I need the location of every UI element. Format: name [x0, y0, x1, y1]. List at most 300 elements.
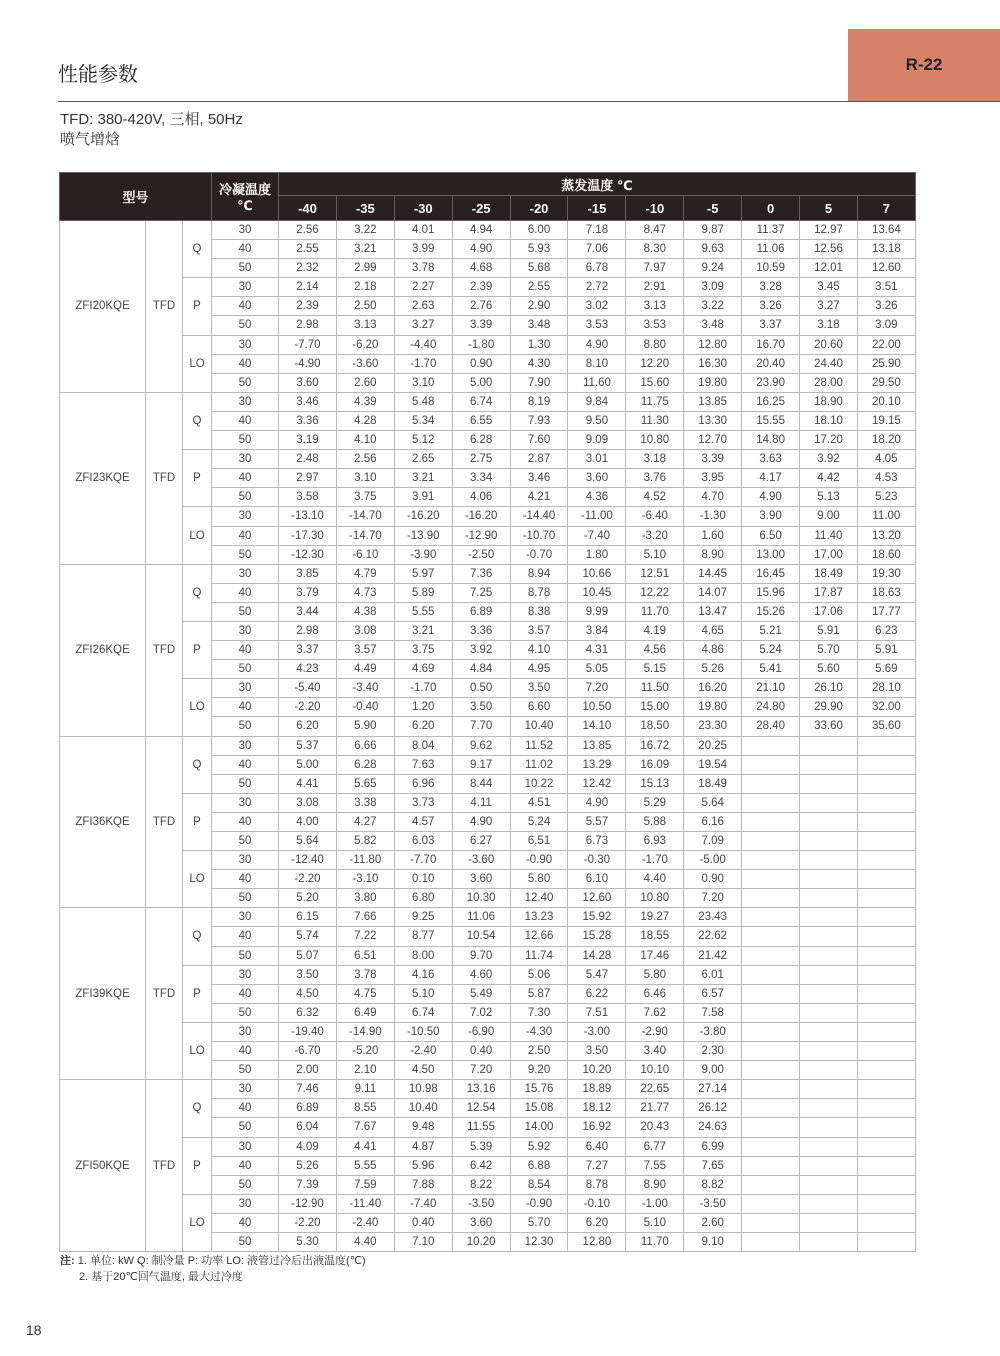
- value-cell: 8.00: [394, 946, 452, 965]
- value-cell: 11.74: [510, 946, 568, 965]
- voltage-code-cell: TFD: [146, 221, 183, 393]
- condensing-temp-cell: 50: [212, 316, 279, 335]
- value-cell: 7.20: [684, 889, 742, 908]
- value-cell: 32.00: [857, 698, 915, 717]
- value-cell: 9.48: [394, 1118, 452, 1137]
- value-cell: 3.80: [336, 889, 394, 908]
- parameter-cell: P: [183, 621, 212, 678]
- value-cell: 20.43: [626, 1118, 684, 1137]
- value-cell: [742, 736, 800, 755]
- condensing-temp-cell: 50: [212, 373, 279, 392]
- value-cell: 4.28: [336, 411, 394, 430]
- table-row: [60, 621, 916, 640]
- value-cell: 2.14: [279, 278, 337, 297]
- value-cell: -5.20: [336, 1042, 394, 1061]
- value-cell: 14.10: [568, 717, 626, 736]
- value-cell: [800, 1213, 858, 1232]
- condensing-temp-unit: ℃: [237, 198, 253, 213]
- title-divider: [58, 101, 1000, 102]
- value-cell: 6.74: [394, 1003, 452, 1022]
- value-cell: -0.90: [510, 1194, 568, 1213]
- value-cell: 12.60: [568, 889, 626, 908]
- value-cell: 3.48: [684, 316, 742, 335]
- value-cell: 13.85: [684, 392, 742, 411]
- parameter-cell: LO: [183, 507, 212, 564]
- value-cell: 4.21: [510, 488, 568, 507]
- value-cell: 5.88: [626, 812, 684, 831]
- value-cell: 18.90: [800, 392, 858, 411]
- value-cell: 2.00: [279, 1061, 337, 1080]
- value-cell: 13.00: [742, 545, 800, 564]
- value-cell: [857, 1156, 915, 1175]
- value-cell: 9.00: [800, 507, 858, 526]
- value-cell: 3.57: [510, 621, 568, 640]
- value-cell: 4.09: [279, 1137, 337, 1156]
- value-cell: 2.50: [510, 1042, 568, 1061]
- value-cell: 4.87: [394, 1137, 452, 1156]
- value-cell: 35.60: [857, 717, 915, 736]
- value-cell: 10.22: [510, 774, 568, 793]
- value-cell: 11.70: [626, 602, 684, 621]
- value-cell: [857, 984, 915, 1003]
- value-cell: [742, 927, 800, 946]
- value-cell: 5.13: [800, 488, 858, 507]
- table-row: [60, 1022, 916, 1041]
- value-cell: -17.30: [279, 526, 337, 545]
- table-row: [60, 450, 916, 469]
- value-cell: [800, 1118, 858, 1137]
- voltage-code-cell: TFD: [146, 564, 183, 736]
- value-cell: -14.70: [336, 507, 394, 526]
- model-cell: ZFI20KQE: [60, 221, 146, 393]
- value-cell: 8.10: [568, 354, 626, 373]
- refrigerant-tag: R-22: [848, 29, 1000, 101]
- condensing-temp-cell: 30: [212, 908, 279, 927]
- value-cell: 12.60: [857, 259, 915, 278]
- page-title: 性能参数: [58, 64, 138, 86]
- value-cell: 7.06: [568, 240, 626, 259]
- value-cell: -3.20: [626, 526, 684, 545]
- value-cell: 10.30: [452, 889, 510, 908]
- value-cell: 4.79: [336, 564, 394, 583]
- value-cell: 8.94: [510, 564, 568, 583]
- value-cell: -6.90: [452, 1022, 510, 1041]
- value-cell: 3.50: [568, 1042, 626, 1061]
- value-cell: 2.39: [279, 297, 337, 316]
- value-cell: 3.22: [336, 221, 394, 240]
- condensing-temp-cell: 40: [212, 411, 279, 430]
- value-cell: 3.21: [336, 240, 394, 259]
- value-cell: 6.46: [626, 984, 684, 1003]
- value-cell: 4.52: [626, 488, 684, 507]
- value-cell: [800, 736, 858, 755]
- value-cell: -0.40: [336, 698, 394, 717]
- condensing-temp-cell: 30: [212, 1137, 279, 1156]
- value-cell: 3.13: [336, 316, 394, 335]
- value-cell: 2.10: [336, 1061, 394, 1080]
- value-cell: [800, 832, 858, 851]
- value-cell: 2.99: [336, 259, 394, 278]
- value-cell: 4.90: [568, 335, 626, 354]
- value-cell: 8.38: [510, 602, 568, 621]
- value-cell: 3.78: [394, 259, 452, 278]
- value-cell: 16.25: [742, 392, 800, 411]
- page-number: 18: [26, 1322, 42, 1338]
- value-cell: 2.87: [510, 450, 568, 469]
- value-cell: 4.19: [626, 621, 684, 640]
- value-cell: 5.69: [857, 660, 915, 679]
- value-cell: 7.09: [684, 832, 742, 851]
- value-cell: [857, 1137, 915, 1156]
- value-cell: 13.29: [568, 755, 626, 774]
- value-cell: 15.26: [742, 602, 800, 621]
- value-cell: 14.28: [568, 946, 626, 965]
- condensing-temp-cell: 40: [212, 526, 279, 545]
- value-cell: 3.99: [394, 240, 452, 259]
- value-cell: 11.06: [742, 240, 800, 259]
- value-cell: 3.21: [394, 621, 452, 640]
- value-cell: 7.70: [452, 717, 510, 736]
- value-cell: -12.90: [452, 526, 510, 545]
- condensing-temp-cell: 30: [212, 679, 279, 698]
- footnotes: [60, 1253, 366, 1285]
- value-cell: 2.55: [510, 278, 568, 297]
- value-cell: 24.80: [742, 698, 800, 717]
- condensing-temp-cell: 50: [212, 832, 279, 851]
- value-cell: 9.62: [452, 736, 510, 755]
- value-cell: 3.26: [857, 297, 915, 316]
- evap-temp-header: 0: [742, 196, 800, 221]
- value-cell: -2.40: [336, 1213, 394, 1232]
- value-cell: [800, 946, 858, 965]
- value-cell: 23.43: [684, 908, 742, 927]
- value-cell: -5.00: [684, 851, 742, 870]
- value-cell: [742, 908, 800, 927]
- value-cell: 6.28: [336, 755, 394, 774]
- value-cell: [800, 755, 858, 774]
- value-cell: -13.10: [279, 507, 337, 526]
- value-cell: -0.30: [568, 851, 626, 870]
- value-cell: 7.67: [336, 1118, 394, 1137]
- value-cell: 7.93: [510, 411, 568, 430]
- value-cell: 8.19: [510, 392, 568, 411]
- value-cell: 9.10: [684, 1232, 742, 1251]
- value-cell: 15.55: [742, 411, 800, 430]
- value-cell: 6.89: [452, 602, 510, 621]
- value-cell: -4.30: [510, 1022, 568, 1041]
- value-cell: [857, 1175, 915, 1194]
- value-cell: 11.50: [626, 679, 684, 698]
- parameter-cell: P: [183, 1137, 212, 1194]
- condensing-temp-cell: 40: [212, 812, 279, 831]
- value-cell: 22.65: [626, 1080, 684, 1099]
- condensing-temp-cell: 30: [212, 450, 279, 469]
- value-cell: 10.98: [394, 1080, 452, 1099]
- value-cell: 4.84: [452, 660, 510, 679]
- value-cell: 12.54: [452, 1099, 510, 1118]
- note-1: 1. 单位: kW Q: 制冷量 P: 功率 LO: 液管过冷后出液温度(℃): [77, 1255, 366, 1267]
- value-cell: 4.10: [336, 431, 394, 450]
- condensing-temp-cell: 50: [212, 1232, 279, 1251]
- value-cell: 6.00: [510, 221, 568, 240]
- value-cell: [857, 832, 915, 851]
- value-cell: 3.46: [510, 469, 568, 488]
- value-cell: 10.10: [626, 1061, 684, 1080]
- value-cell: 5.91: [800, 621, 858, 640]
- value-cell: 15.13: [626, 774, 684, 793]
- condensing-temp-cell: 40: [212, 354, 279, 373]
- value-cell: 3.36: [279, 411, 337, 430]
- value-cell: 4.00: [279, 812, 337, 831]
- value-cell: 3.95: [684, 469, 742, 488]
- value-cell: 14.07: [684, 583, 742, 602]
- value-cell: 5.80: [626, 965, 684, 984]
- value-cell: 6.51: [336, 946, 394, 965]
- value-cell: 12.80: [684, 335, 742, 354]
- condensing-temp-cell: 30: [212, 1080, 279, 1099]
- value-cell: 7.55: [626, 1156, 684, 1175]
- value-cell: 6.20: [394, 717, 452, 736]
- value-cell: 11.30: [626, 411, 684, 430]
- value-cell: 7.62: [626, 1003, 684, 1022]
- value-cell: 2.91: [626, 278, 684, 297]
- value-cell: 7.18: [568, 221, 626, 240]
- condensing-temp-cell: 40: [212, 1213, 279, 1232]
- value-cell: 12.66: [510, 927, 568, 946]
- value-cell: 20.40: [742, 354, 800, 373]
- value-cell: 5.60: [800, 660, 858, 679]
- value-cell: 3.57: [336, 641, 394, 660]
- value-cell: 3.60: [279, 373, 337, 392]
- value-cell: 3.26: [742, 297, 800, 316]
- value-cell: -1.00: [626, 1194, 684, 1213]
- technology-line: 喷气增焓: [60, 131, 121, 148]
- value-cell: 3.22: [684, 297, 742, 316]
- value-cell: 5.12: [394, 431, 452, 450]
- value-cell: 5.00: [279, 755, 337, 774]
- value-cell: 7.65: [684, 1156, 742, 1175]
- value-cell: 14.45: [684, 564, 742, 583]
- value-cell: [857, 793, 915, 812]
- value-cell: 11.60: [568, 373, 626, 392]
- value-cell: 24.40: [800, 354, 858, 373]
- model-cell: ZFI50KQE: [60, 1080, 146, 1252]
- value-cell: 6.88: [510, 1156, 568, 1175]
- value-cell: 2.65: [394, 450, 452, 469]
- value-cell: -2.40: [394, 1042, 452, 1061]
- value-cell: [742, 1061, 800, 1080]
- value-cell: 3.75: [394, 641, 452, 660]
- value-cell: 5.41: [742, 660, 800, 679]
- value-cell: 12.30: [510, 1232, 568, 1251]
- value-cell: 5.55: [336, 1156, 394, 1175]
- value-cell: 6.96: [394, 774, 452, 793]
- value-cell: 6.99: [684, 1137, 742, 1156]
- value-cell: -3.60: [336, 354, 394, 373]
- value-cell: 5.74: [279, 927, 337, 946]
- condensing-temp-cell: 30: [212, 793, 279, 812]
- value-cell: 9.09: [568, 431, 626, 450]
- value-cell: 13.64: [857, 221, 915, 240]
- value-cell: 5.23: [857, 488, 915, 507]
- value-cell: 5.93: [510, 240, 568, 259]
- value-cell: [800, 1232, 858, 1251]
- value-cell: 4.65: [684, 621, 742, 640]
- value-cell: [857, 1061, 915, 1080]
- value-cell: 4.06: [452, 488, 510, 507]
- condensing-temp-cell: 40: [212, 469, 279, 488]
- value-cell: 12.51: [626, 564, 684, 583]
- value-cell: -13.90: [394, 526, 452, 545]
- value-cell: 3.21: [394, 469, 452, 488]
- value-cell: 18.60: [857, 545, 915, 564]
- value-cell: 4.41: [336, 1137, 394, 1156]
- value-cell: 10.50: [568, 698, 626, 717]
- value-cell: [742, 946, 800, 965]
- value-cell: 7.59: [336, 1175, 394, 1194]
- value-cell: -6.10: [336, 545, 394, 564]
- value-cell: 9.87: [684, 221, 742, 240]
- value-cell: 3.73: [394, 793, 452, 812]
- voltage-code-cell: TFD: [146, 736, 183, 908]
- value-cell: 5.39: [452, 1137, 510, 1156]
- value-cell: 4.86: [684, 641, 742, 660]
- value-cell: 10.40: [394, 1099, 452, 1118]
- model-header: 型号: [60, 173, 212, 221]
- notes-lead: 注:: [60, 1255, 75, 1267]
- value-cell: 4.31: [568, 641, 626, 660]
- value-cell: 11.55: [452, 1118, 510, 1137]
- value-cell: [857, 1099, 915, 1118]
- value-cell: [857, 965, 915, 984]
- value-cell: 5.49: [452, 984, 510, 1003]
- value-cell: 23.30: [684, 717, 742, 736]
- value-cell: 3.76: [626, 469, 684, 488]
- value-cell: -7.40: [394, 1194, 452, 1213]
- value-cell: 8.44: [452, 774, 510, 793]
- parameter-cell: Q: [183, 736, 212, 793]
- value-cell: 6.40: [568, 1137, 626, 1156]
- condensing-temp-cell: 50: [212, 774, 279, 793]
- value-cell: 2.60: [684, 1213, 742, 1232]
- value-cell: 18.63: [857, 583, 915, 602]
- evap-temp-header: -20: [510, 196, 568, 221]
- value-cell: 0.90: [452, 354, 510, 373]
- condensing-temp-cell: 30: [212, 564, 279, 583]
- condensing-temp-cell: 50: [212, 488, 279, 507]
- value-cell: 16.45: [742, 564, 800, 583]
- value-cell: 4.70: [684, 488, 742, 507]
- condensing-temp-cell: 40: [212, 1156, 279, 1175]
- value-cell: -7.40: [568, 526, 626, 545]
- value-cell: 6.74: [452, 392, 510, 411]
- condensing-temp-cell: 50: [212, 660, 279, 679]
- value-cell: 11.40: [800, 526, 858, 545]
- value-cell: 3.90: [742, 507, 800, 526]
- value-cell: 10.80: [626, 889, 684, 908]
- value-cell: 19.30: [857, 564, 915, 583]
- value-cell: 5.24: [742, 641, 800, 660]
- value-cell: 8.55: [336, 1099, 394, 1118]
- model-cell: ZFI26KQE: [60, 564, 146, 736]
- value-cell: [800, 793, 858, 812]
- value-cell: -7.70: [394, 851, 452, 870]
- value-cell: 6.77: [626, 1137, 684, 1156]
- value-cell: 11.37: [742, 221, 800, 240]
- spec-line: TFD: 380-420V, 三相, 50Hz: [60, 111, 243, 128]
- table-row: [60, 1137, 916, 1156]
- value-cell: 13.20: [857, 526, 915, 545]
- value-cell: 2.56: [279, 221, 337, 240]
- value-cell: 12.40: [510, 889, 568, 908]
- value-cell: 9.00: [684, 1061, 742, 1080]
- value-cell: -0.90: [510, 851, 568, 870]
- value-cell: [857, 851, 915, 870]
- value-cell: 4.36: [568, 488, 626, 507]
- value-cell: -7.70: [279, 335, 337, 354]
- value-cell: 9.99: [568, 602, 626, 621]
- value-cell: 19.27: [626, 908, 684, 927]
- value-cell: 3.60: [452, 870, 510, 889]
- value-cell: 18.50: [626, 717, 684, 736]
- value-cell: [857, 1042, 915, 1061]
- value-cell: 7.60: [510, 431, 568, 450]
- value-cell: 4.95: [510, 660, 568, 679]
- value-cell: -12.90: [279, 1194, 337, 1213]
- value-cell: 29.90: [800, 698, 858, 717]
- value-cell: 7.25: [452, 583, 510, 602]
- parameter-cell: LO: [183, 851, 212, 908]
- value-cell: [857, 870, 915, 889]
- value-cell: 7.97: [626, 259, 684, 278]
- value-cell: 6.78: [568, 259, 626, 278]
- value-cell: 3.84: [568, 621, 626, 640]
- table-row: [60, 793, 916, 812]
- model-cell: ZFI39KQE: [60, 908, 146, 1080]
- value-cell: 7.20: [568, 679, 626, 698]
- value-cell: 2.30: [684, 1042, 742, 1061]
- voltage-code-cell: TFD: [146, 1080, 183, 1252]
- value-cell: 1.30: [510, 335, 568, 354]
- value-cell: 18.12: [568, 1099, 626, 1118]
- value-cell: 4.90: [568, 793, 626, 812]
- value-cell: 5.64: [279, 832, 337, 851]
- value-cell: 5.26: [279, 1156, 337, 1175]
- value-cell: -6.70: [279, 1042, 337, 1061]
- value-cell: 4.49: [336, 660, 394, 679]
- value-cell: 3.58: [279, 488, 337, 507]
- value-cell: [857, 946, 915, 965]
- value-cell: 5.00: [452, 373, 510, 392]
- value-cell: 5.70: [510, 1213, 568, 1232]
- parameter-cell: Q: [183, 564, 212, 621]
- value-cell: -3.50: [452, 1194, 510, 1213]
- value-cell: 4.90: [452, 812, 510, 831]
- value-cell: 2.50: [336, 297, 394, 316]
- value-cell: 5.30: [279, 1232, 337, 1251]
- condensing-temp-cell: 50: [212, 1118, 279, 1137]
- value-cell: -1.80: [452, 335, 510, 354]
- value-cell: 8.04: [394, 736, 452, 755]
- value-cell: 2.56: [336, 450, 394, 469]
- value-cell: -3.60: [452, 851, 510, 870]
- value-cell: [857, 774, 915, 793]
- value-cell: 5.68: [510, 259, 568, 278]
- value-cell: [800, 889, 858, 908]
- value-cell: [742, 1099, 800, 1118]
- evaporating-temp-header: 蒸发温度 ℃: [279, 173, 916, 196]
- value-cell: 3.60: [452, 1213, 510, 1232]
